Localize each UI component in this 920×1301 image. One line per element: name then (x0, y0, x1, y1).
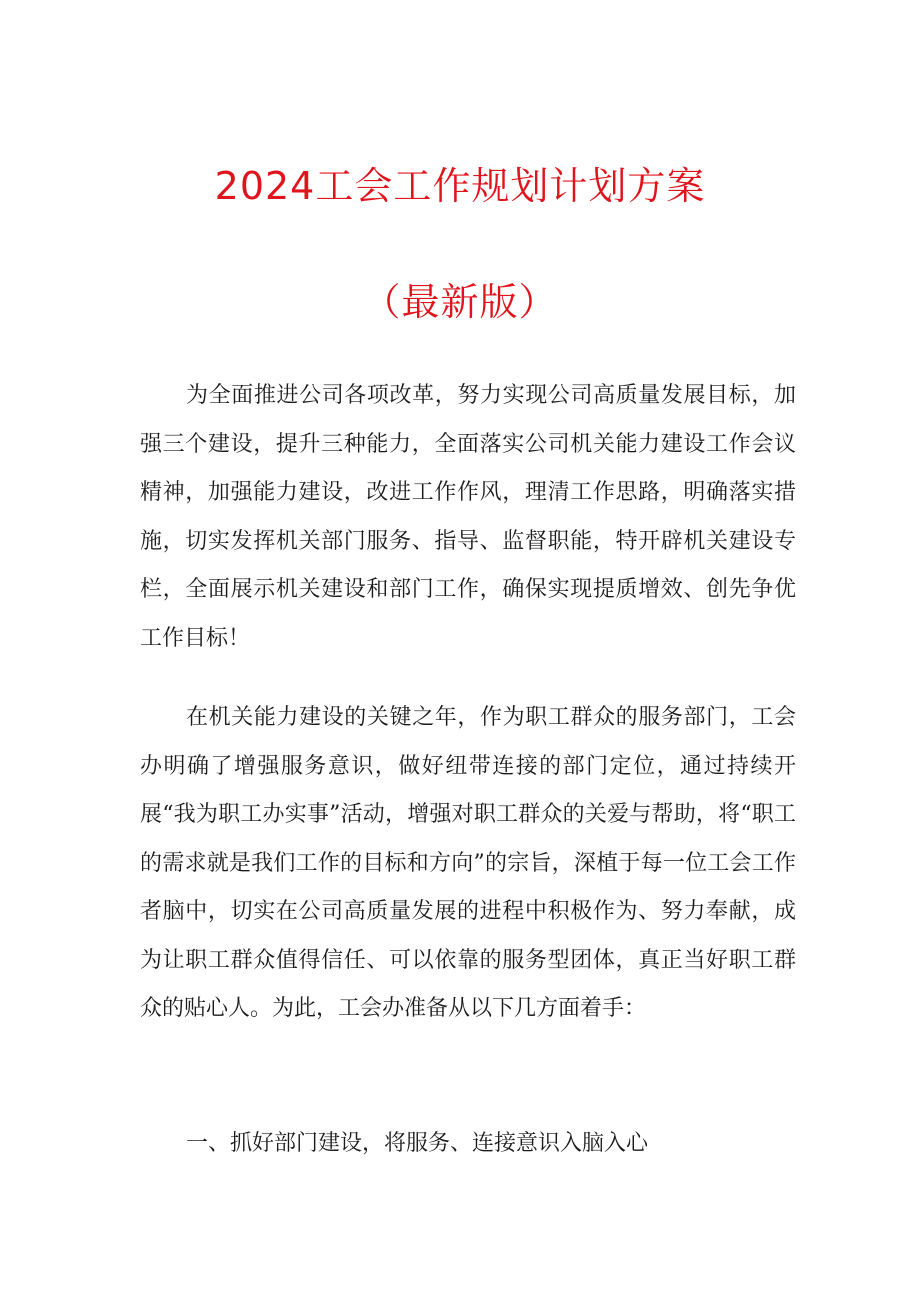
document-title: 2024工会工作规划计划方案 (214, 164, 706, 208)
paragraph-intro: 为全面推进公司各项改革，努力实现公司高质量发展目标，加强三个建设，提升三种能力，全面落实公司机关能力建设工作会议精神，加强能力建设，改进工作作风，理清工作思路，明确落实措施，切实发挥机关部门服务、指导、监督职能，特开辟机关建设专栏，全面展示机关建设和部门工作，确保实现提质增效、创先争优工作目标！ (140, 383, 796, 651)
paragraph-context: 在机关能力建设的关键之年，作为职工群众的服务部门，工会办明确了增强服务意识，做好纽带连接的部门定位，通过持续开展“我为职工办实事”活动，增强对职工群众的关爱与帮助，将“职工的需求就是我们工作的目标和方向”的宗旨，深植于每一位工会工作者脑中，切实在公司高质量发展的进程中积极作为、努力奉献，成为让职工群众值得信任、可以依靠的服务型团体，真正当好职工群众的贴心人。为此，工会办准备从以下几方面着手： (140, 705, 796, 1021)
section-heading: 一、抓好部门建设，将服务、连接意识入脑入心 (186, 1131, 649, 1156)
document-subtitle: （最新版） (362, 280, 558, 324)
